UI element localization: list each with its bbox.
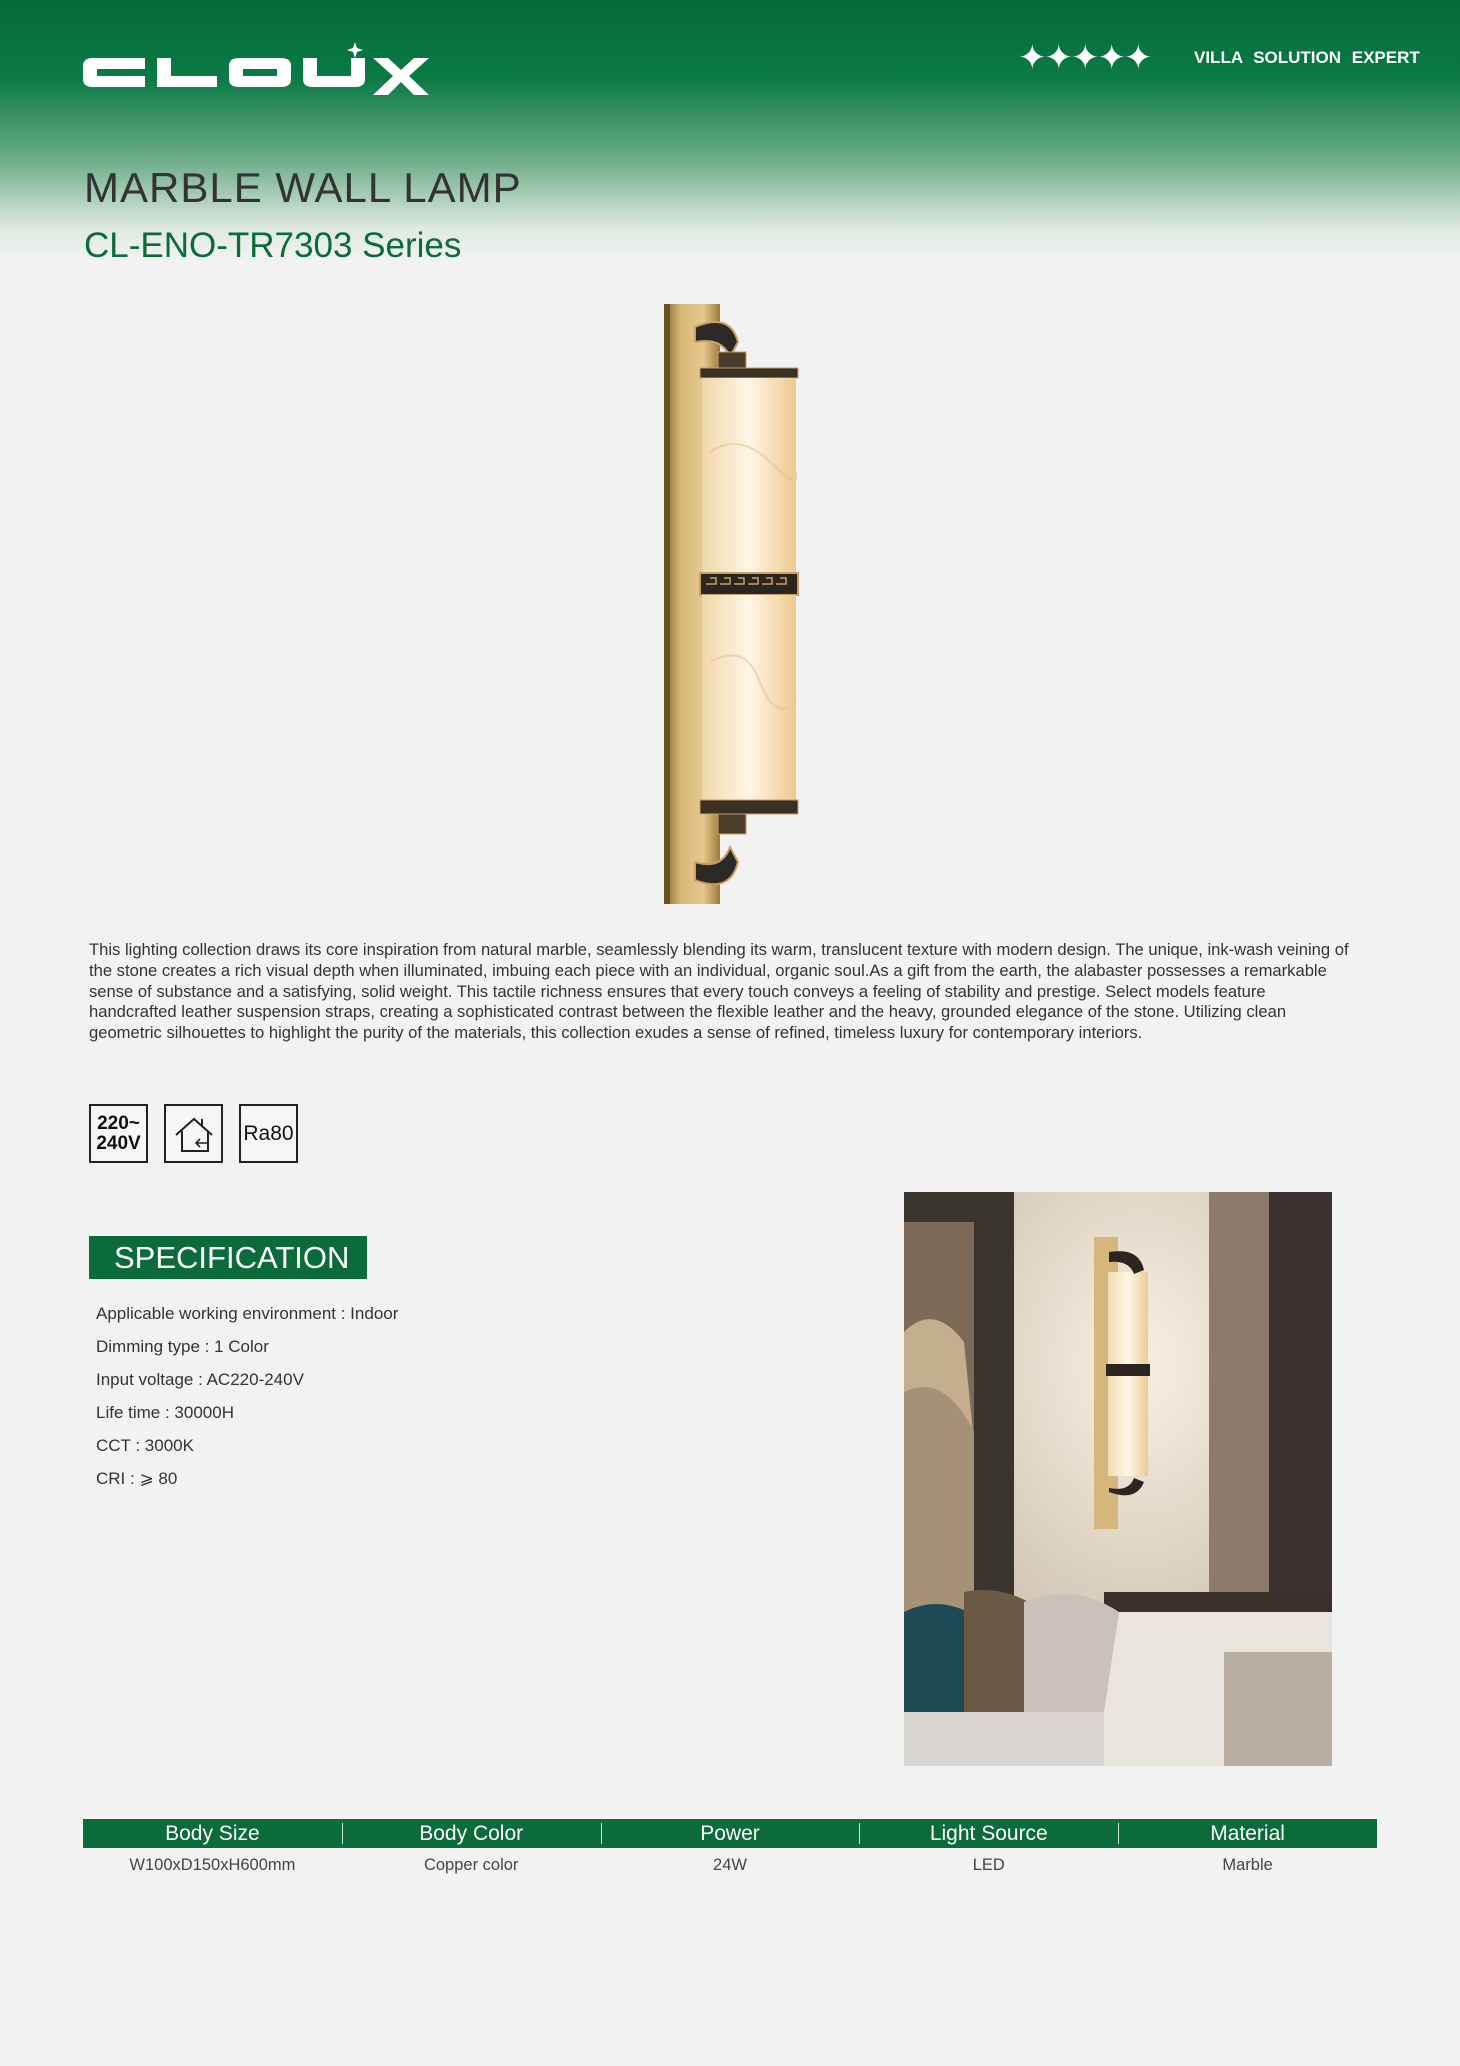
house-icon [170, 1113, 218, 1155]
specification-list [96, 1301, 398, 1499]
spec-item: CCT : 3000K [96, 1436, 194, 1455]
specification-heading: SPECIFICATION [89, 1236, 367, 1279]
voltage-line-2: 240V [96, 1132, 141, 1154]
brand-tagline: VILLA SOLUTION EXPERT [1194, 48, 1420, 67]
table-cell-power: 24W [713, 1856, 747, 1874]
spec-table-header [83, 1819, 1377, 1848]
spec-item: Life time : 30000H [96, 1403, 234, 1422]
table-cell-body-color: Copper color [423, 1856, 519, 1874]
table-header-power: Power [601, 1819, 860, 1848]
table-header-light-source: Light Source [859, 1819, 1118, 1848]
spec-item: Input voltage : AC220-240V [96, 1370, 304, 1389]
spec-item: CRI : ⩾ 80 [96, 1469, 178, 1488]
table-row [83, 1856, 1377, 1875]
product-title: MARBLE WALL LAMP [84, 164, 522, 211]
product-description: This lighting collection draws its core inspiration from natural marble, seamlessly blending its warm, translucent texture with modern design. The unique, ink-wash veining of the stone creates a rich visual depth when illuminated, imbuing each piece with an individual, organic soul.As a gift from the earth, the alabaster possesses a remarkable sense of substance and a satisfying, solid weight. This tactile richness ensures that every touch conveys a feeling of stability and prestige. Select models feature handcrafted leather suspension straps, creating a sophisticated contrast between the flexible leather and the heavy, grounded elegance of the stone. Utilizing clean geometric silhouettes to highlight the purity of the materials, this collection exudes a sense of refined, timeless luxury for contemporary interiors. [89, 940, 1349, 1043]
cloux-logo [83, 40, 435, 102]
voltage-badge [89, 1104, 148, 1163]
voltage-line-1: 220~ [97, 1112, 140, 1134]
table-header-body-size: Body Size [165, 1822, 260, 1845]
table-cell-material: Marble [1222, 1856, 1273, 1874]
table-cell-body-size: W100xD150xH600mm [129, 1856, 296, 1874]
table-cell-light-source: LED [972, 1856, 1005, 1874]
indoor-badge [164, 1104, 223, 1163]
table-header-body-color: Body Color [342, 1819, 601, 1848]
room-scene-photo [904, 1192, 1332, 1766]
spec-item: Dimming type : 1 Color [96, 1337, 269, 1356]
table-header-material: Material [1118, 1819, 1377, 1848]
rating-stars: ✦✦✦✦✦ [1018, 39, 1151, 77]
cri-badge: Ra80 [239, 1104, 298, 1163]
product-series: CL-ENO-TR7303 Series [84, 226, 462, 265]
wall-lamp-product-image [650, 302, 810, 907]
header-band [0, 0, 1460, 260]
spec-item: Applicable working environment : Indoor [96, 1304, 399, 1323]
